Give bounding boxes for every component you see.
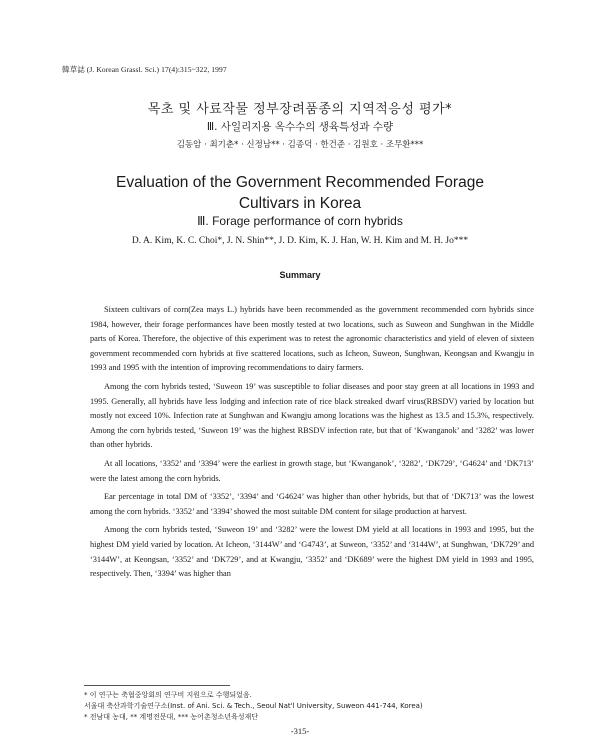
summary-paragraph-3: At all locations, ‘3352’ and ‘3394’ were the earliest in growth stage, but ‘Kwanganok’, ‘3282’, ‘DK729’, ‘G4624’ and ‘DK713’ were the latest among the corn hybrids. — [90, 458, 534, 483]
summary-paragraph-1: Sixteen cultivars of corn(Zea mays L.) hybrids have been recommended as the government recommended corn hybrids since 1984, however, their forage performances have been mostly tested at two locations, such as Suweon and Sunghwan in the Middle parts of Korea. Therefore, the objective of this experiment was to retest the agronomic characteristics and yield of eleven of sixteen government recommended corn hybrids at five scattered locations, such as Icheon, Suweon, Sunghwan, Keongsan and Kwangju in 1993 and 1995 with the intention of improving recommendations to dairy farmers. — [90, 305, 534, 373]
page-number: -315- — [290, 726, 310, 736]
english-subtitle: Ⅲ. Forage performance of corn hybrids — [197, 214, 403, 228]
summary-paragraph-5: Among the corn hybrids tested, ‘Suweon 19’ and ‘3282’ were the lowest DM yield at all locations in 1993 and 1995, but the highest DM yield varied by location. At Icheon, ‘3144W’ and ‘G4743’, at Suweon, ‘3352’ and ‘3144W’, at Sunghwan, ‘DK729’ and ‘3144W’, at Keongsan, ‘3352’ and ‘DK729’, and at Kwangju, ‘3352’ and ‘DK689’ were the highest DM yield in 1993 and 1995, respectively. Then, ‘3394’ was higher than — [90, 525, 534, 579]
korean-title: 목초 및 사료작물 정부장려품종의 지역적응성 평가* — [147, 102, 453, 117]
summary-paragraph-4: Ear percentage in total DM of ‘3352’, ‘3394’ and ‘G4624’ was higher than other hybrids, but that of ‘DK713’ was the lowest among the corn hybrids. ‘3352’ and ‘3394’ showed the most suitable DM content for silage production at harvest. — [90, 492, 534, 516]
english-title-line-2: Cultivars in Korea — [238, 195, 362, 212]
footnote-funding: * 이 연구는 축협중앙회의 연구비 지원으로 수행되었음. — [84, 691, 252, 699]
korean-authors: 김동암 · 최기춘* · 신정남** · 김종덕 · 한건준 · 김원호 · 조무환*** — [176, 140, 424, 150]
journal-citation: 韓草誌 (J. Korean Grassl. Sci.) 17(4):315~322, 1997 — [62, 65, 227, 74]
english-title — [0, 172, 600, 214]
footnote-divider — [84, 685, 230, 686]
summary-heading: Summary — [279, 270, 321, 280]
english-title-line-1: Evaluation of the Government Recommended Forage — [116, 174, 484, 191]
summary-paragraph-2: Among the corn hybrids tested, ‘Suweon 19’ was susceptible to foliar diseases and poor stay green at all locations in 1993 and 1995. Generally, all hybrids have less lodging and infection rate of rice black streaked dwarf virus(RBSDV) varied by location but mostly not exceed 10%. Infection rate at Sunghwan and Kwangju among locations was the highest as 13.5 and 15.3%, respectively. Among the corn hybrids tested, ‘Suweon 19’ was the highest RBSDV infection rate, but that of ‘Kwanganok’ and ‘3282’ was lower than other hybrids. — [90, 381, 534, 450]
footnote-affiliation: 서울대 축산과학기술연구소(Inst. of Ani. Sci. & Tech., Seoul Nat'l University, Suweon 441-744, Korea) — [84, 702, 423, 710]
korean-subtitle: Ⅲ. 사일리지용 옥수수의 생육특성과 수량 — [206, 121, 394, 133]
english-authors: D. A. Kim, K. C. Choi*, J. N. Shin**, J. D. Kim, K. J. Han, W. H. Kim and M. H. Jo*** — [131, 236, 469, 246]
footnote-coauthor-affiliations: * 전남대 농대, ** 계명전문대, *** 농어촌청소년육성재단 — [84, 713, 259, 721]
summary-body — [90, 303, 534, 582]
